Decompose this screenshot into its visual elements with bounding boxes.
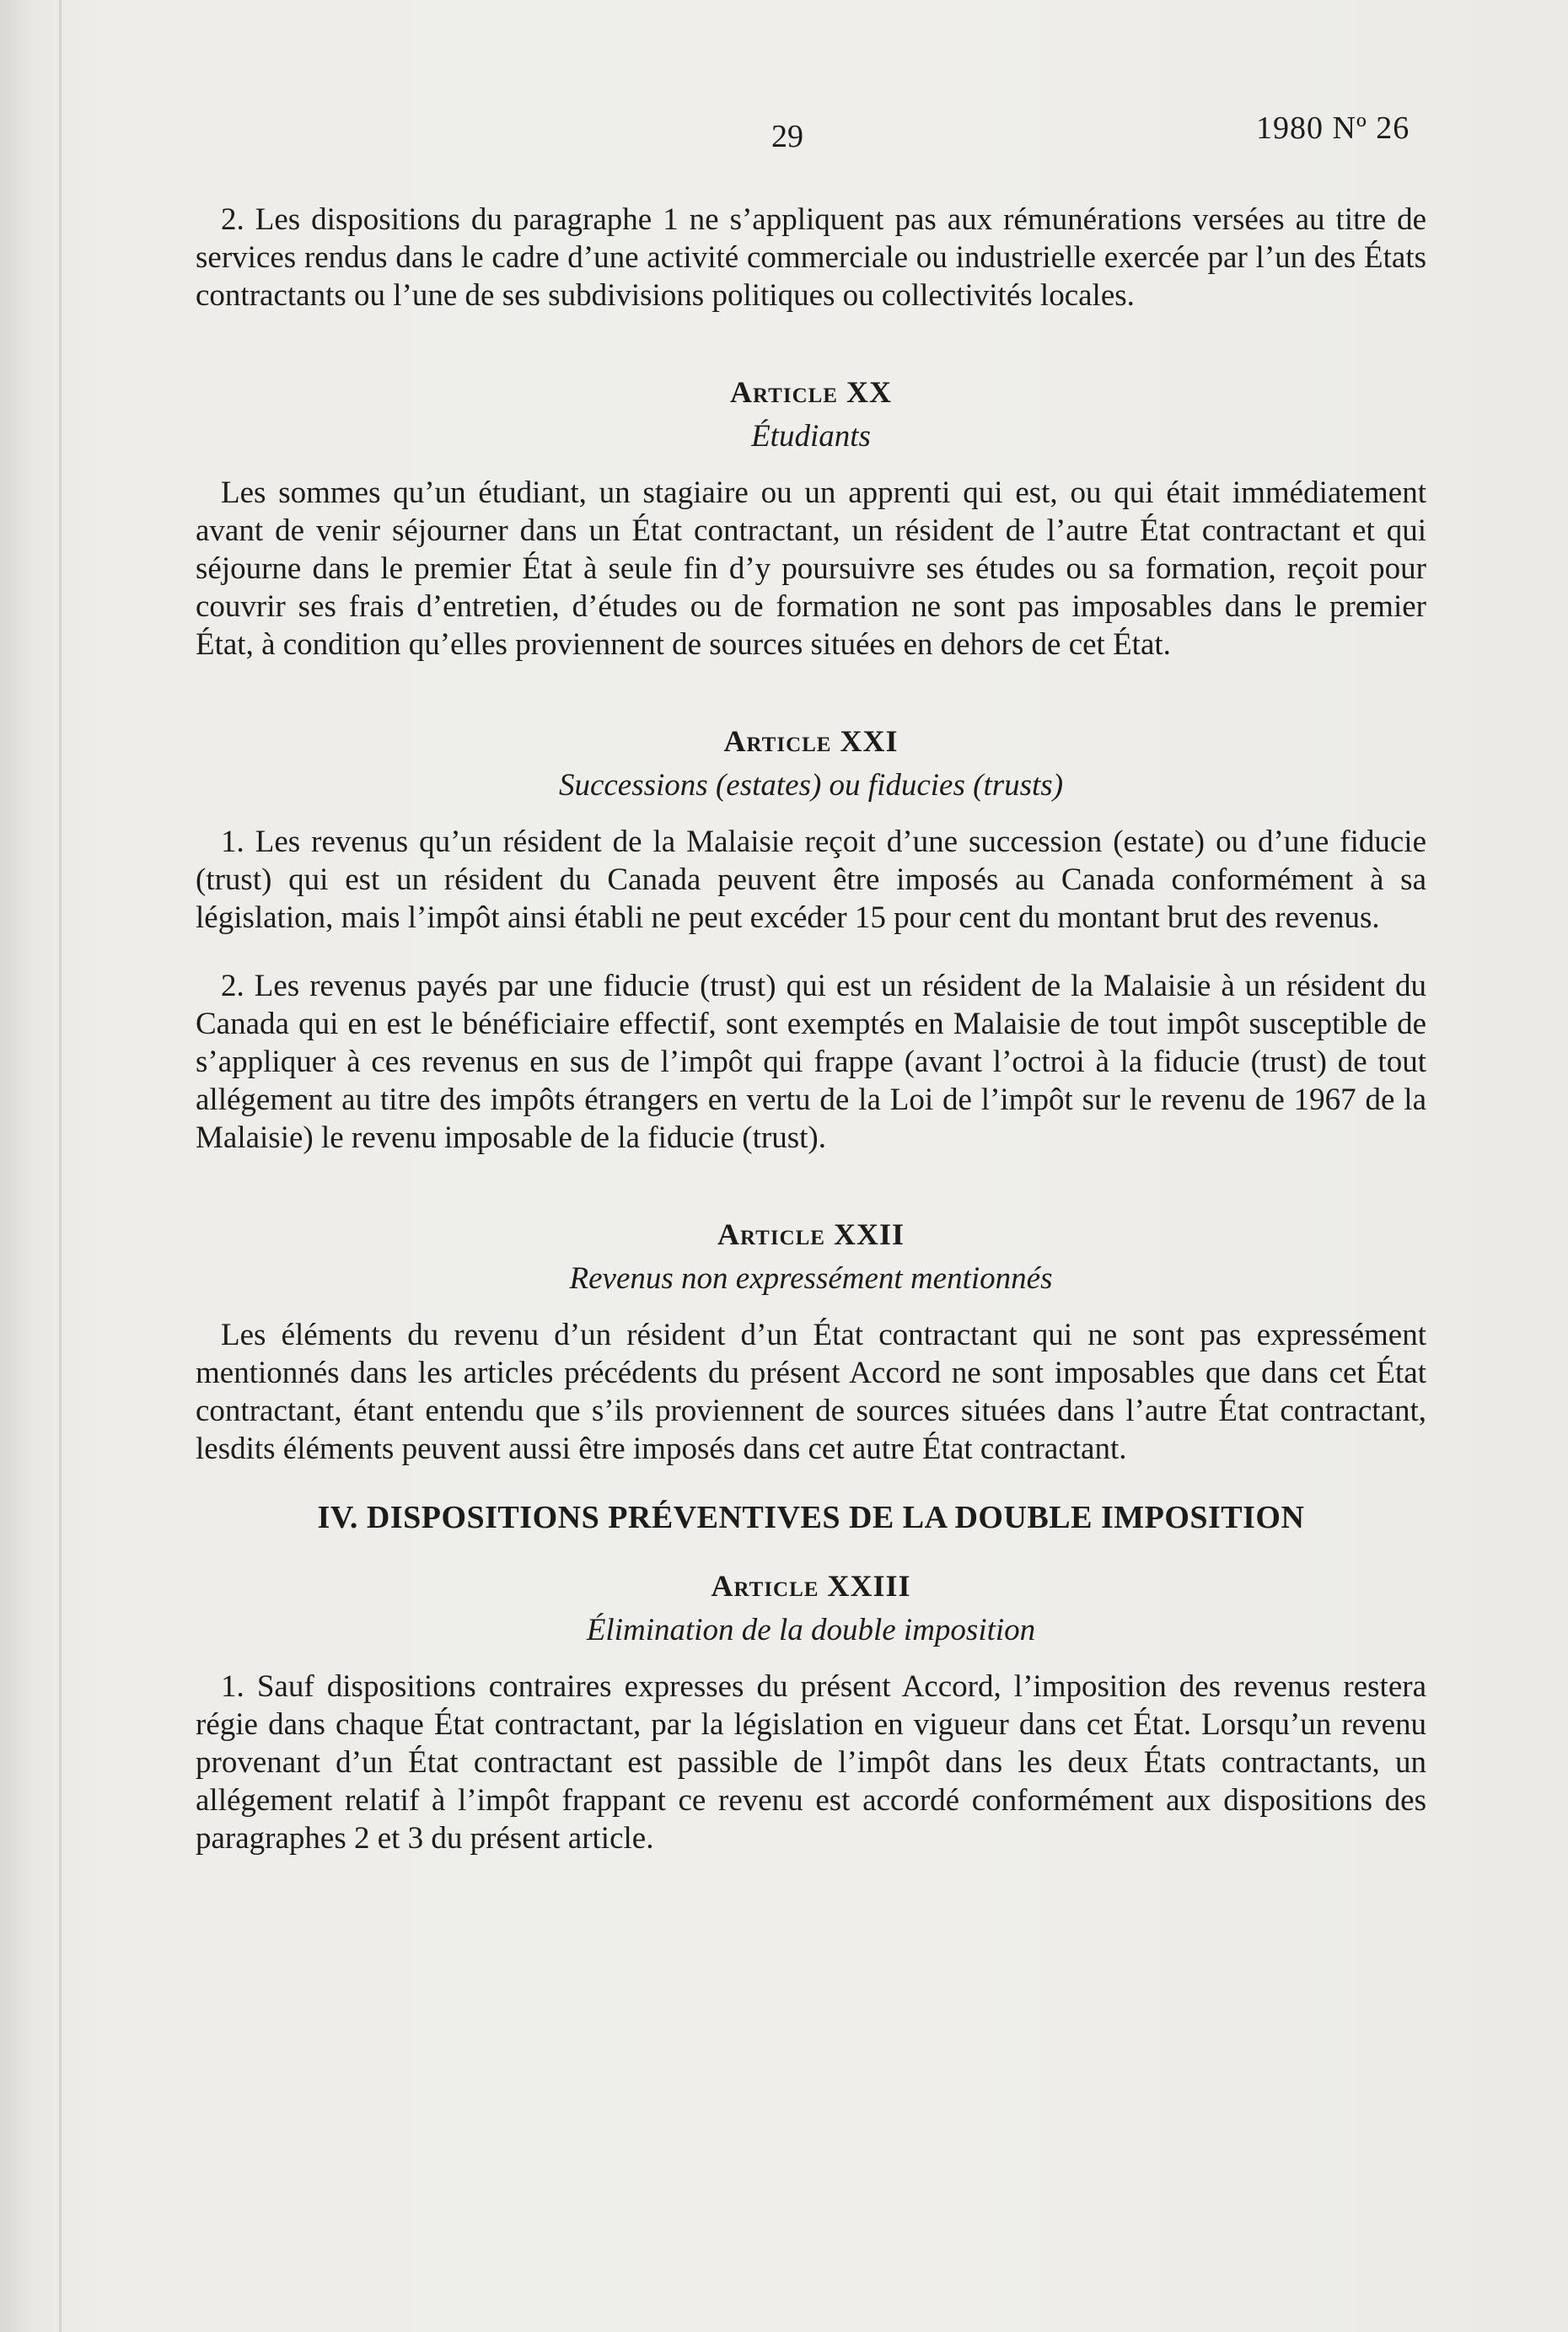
article-23-subtitle: Élimination de la double imposition: [586, 1613, 1036, 1647]
article-20-heading: Article XX: [730, 375, 892, 409]
binding-gutter: [59, 0, 62, 2332]
article-22-subtitle: Revenus non expressément mentionnés: [569, 1261, 1053, 1296]
article-20-paragraph-1: Les sommes qu’un étudiant, un stagiaire ou un apprenti qui est, ou qui était immédiatement avant de venir séjourner dans un État contractant, un résident de l’autre État contractant et qui séjourne dans le premier État à seule fin d’y poursuivre ses études ou sa formation, reçoit pour couvrir ses frais d’entretien, d’études ou de formation ne sont pas imposables dans le premier État, à condition qu’elles proviennent de sources situées en dehors de cet État.: [196, 476, 1426, 662]
article-22-heading: Article XXII: [717, 1217, 905, 1251]
article-22-paragraph-1: Les éléments du revenu d’un résident d’un État contractant qui ne sont pas expressément mentionnés dans les articles précédents du présent Accord ne sont imposables que dans cet État contractant, étant entendu que s’ils proviennent de sources situées dans l’autre État contractant, lesdits éléments peuvent aussi être imposés dans cet autre État contractant.: [196, 1318, 1426, 1466]
article-21-paragraph-1: 1. Les revenus qu’un résident de la Malaisie reçoit d’une succession (estate) ou d’une fiducie (trust) qui est un résident du Canada peuvent être imposés au Canada conformément à sa législation, mais l’impôt ainsi établi ne peut excéder 15 pour cent du montant brut des revenus.: [196, 825, 1426, 935]
article-23-heading: Article XXIII: [711, 1569, 911, 1603]
article-23-paragraph-1: 1. Sauf dispositions contraires expresses du présent Accord, l’imposition des revenus restera régie dans chaque État contractant, par la législation en vigueur dans cet État. Lorsqu’un revenu provenant d’un État contractant est passible de l’impôt dans les deux États contractants, un allégement relatif à l’impôt frappant ce revenu est accordé conformément aux dispositions des paragraphes 2 et 3 du présent article.: [196, 1669, 1426, 1856]
article-21-paragraph-2: 2. Les revenus payés par une fiducie (trust) qui est un résident de la Malaisie à un résident du Canada qui en est le bénéficiaire effectif, sont exemptés en Malaisie de tout impôt susceptible de s’appliquer à ces revenus en sus de l’impôt qui frappe (avant l’octroi à la fiducie (trust) de tout allégement au titre des impôts étrangers en vertu de la Loi de l’impôt sur le revenu de 1967 de la Malaisie) le revenu imposable de la fiducie (trust).: [196, 969, 1426, 1155]
article-19-paragraph-2: 2. Les dispositions du paragraphe 1 ne s’appliquent pas aux rémunérations versées au titre de services rendus dans le cadre d’une activité commerciale ou industrielle exercée par l’un des États contractants ou l’une de ses subdivisions politiques ou collectivités locales.: [196, 202, 1426, 313]
article-20-subtitle: Étudiants: [751, 419, 871, 454]
page-header: [0, 110, 1568, 160]
gazette-year-number: 1980 Nº 26: [1256, 110, 1410, 146]
section-4-heading: IV. DISPOSITIONS PRÉVENTIVES DE LA DOUBLE IMPOSITION: [317, 1500, 1305, 1535]
page-body: [196, 201, 1426, 1857]
page-number: 29: [771, 119, 803, 154]
article-21-heading: Article XXI: [723, 724, 899, 758]
article-21-subtitle: Successions (estates) ou fiducies (trusts): [558, 768, 1064, 803]
